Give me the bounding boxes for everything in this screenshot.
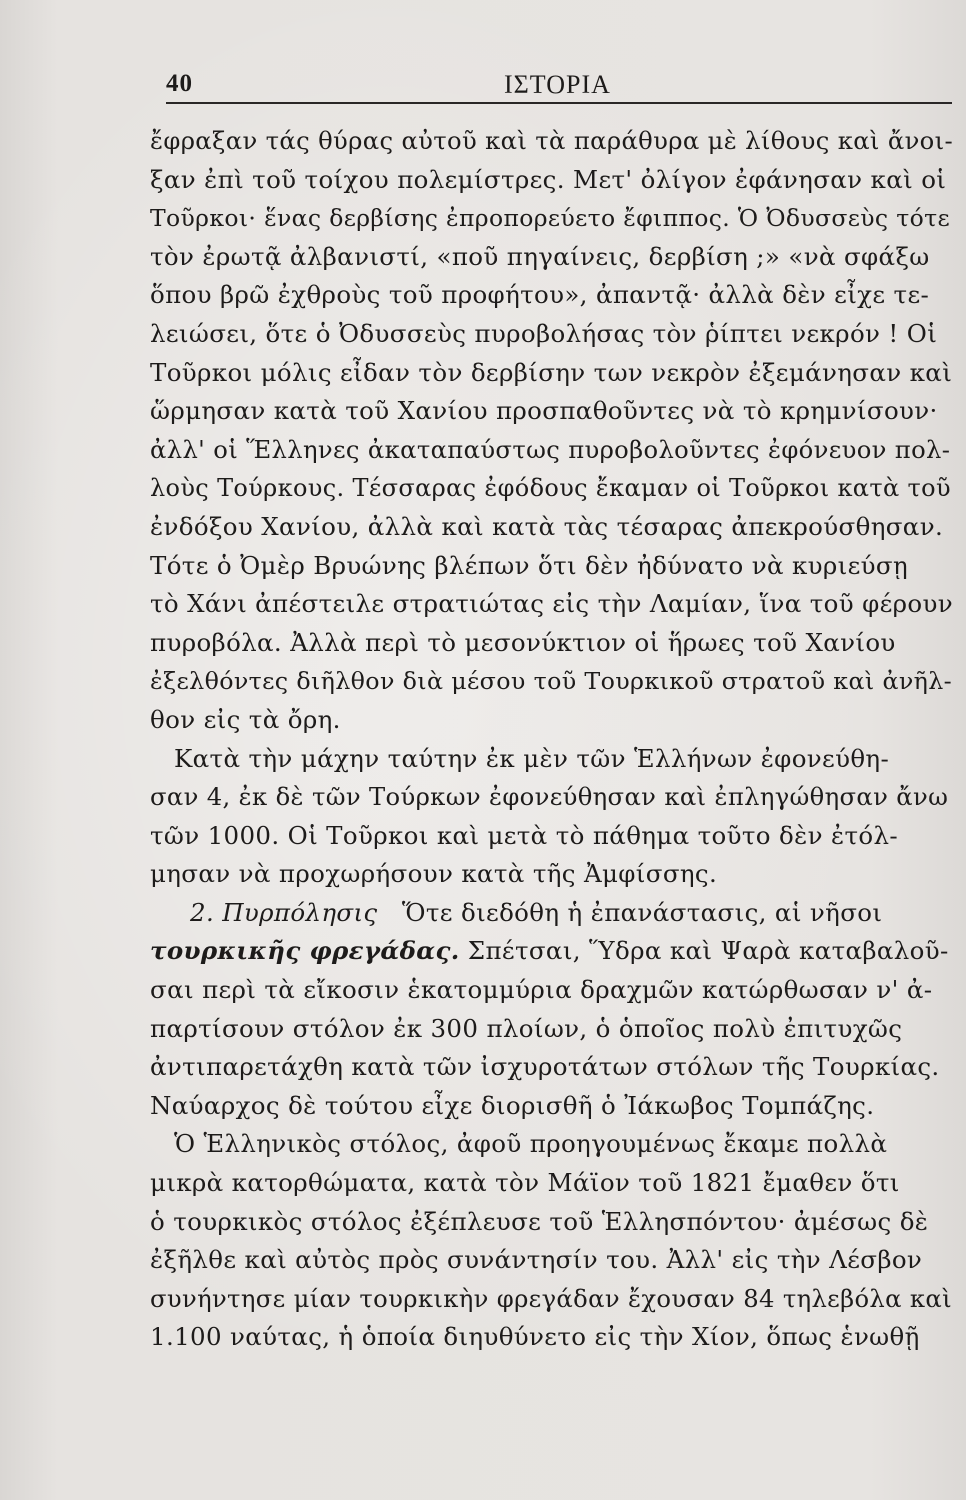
text-line: ἐξελθόντες διῆλθον διὰ μέσου τοῦ Τουρκικοῦ στρατοῦ καὶ ἀνῆλ- xyxy=(150,667,952,696)
text-line: ἀντιπαρετάχθη κατὰ τῶν ἰσχυροτάτων στόλων τῆς Τουρκίας. xyxy=(150,1052,940,1082)
text-line: Τότε ὁ Ὀμὲρ Βρυώνης βλέπων ὅτι δὲν ἠδύνατο νὰ κυριεύσῃ xyxy=(150,550,908,580)
text-line: τῶν 1000. Οἱ Τοῦρκοι καὶ μετὰ τὸ πάθημα τοῦτο δὲν ἐτόλ- xyxy=(150,820,899,850)
text-line: ἐνδόξου Χανίου, ἀλλὰ καὶ κατὰ τὰς τέσαρας ἀπεκρούσθησαν. xyxy=(150,511,944,541)
text-line: ὥρμησαν κατὰ τοῦ Χανίου προσπαθοῦντες νὰ τὸ κρημνίσουν· xyxy=(150,396,938,426)
section-number: 2. xyxy=(190,897,215,927)
text-line: ξαν ἐπὶ τοῦ τοίχου πολεμίστρες. Μετ' ὀλίγον ἐφάνησαν καὶ οἱ xyxy=(150,164,947,194)
text-line: σαν 4, ἐκ δὲ τῶν Τούρκων ἐφονεύθησαν καὶ ἐπληγώθησαν ἄνω xyxy=(150,782,949,812)
text-line: πυροβόλα. Ἀλλὰ περὶ τὸ μεσονύκτιον οἱ ἥρωες τοῦ Χανίου xyxy=(150,627,896,657)
page-number: 40 xyxy=(166,70,193,97)
text-line: ἐξῆλθε καὶ αὐτὸς πρὸς συνάντησίν του. Ἀλλ' εἰς τὴν Λέσβον xyxy=(150,1245,923,1275)
text-line: Κατὰ τὴν μάχην ταύτην ἐκ μὲν τῶν Ἑλλήνων ἐφονεύθη- xyxy=(174,743,890,773)
text-line: σαι περὶ τὰ εἴκοσιν ἑκατομμύρια δραχμῶν κατώρθωσαν ν' ἀ- xyxy=(150,975,933,1005)
text-line: τὸν ἐρωτᾷ ἀλβανιστί, «ποῦ πηγαίνεις, δερβίση ;» «νὰ σφάξω xyxy=(150,241,930,271)
running-title: ΙΣΤΟΡΙΑ xyxy=(504,70,611,99)
section-heading-line xyxy=(150,894,954,933)
section-text: Σπέτσαι, Ὕδρα καὶ Ψαρὰ καταβαλοῦ- xyxy=(467,936,949,966)
text-line: ἔφραξαν τάς θύρας αὐτοῦ καὶ τὰ παράθυρα μὲ λίθους καὶ ἄνοι- xyxy=(150,126,954,155)
section-text: Ὅτε διεδόθη ἡ ἐπανάστασις, αἱ νῆσοι xyxy=(401,897,883,927)
section-heading-line-2 xyxy=(150,932,954,971)
text-line: λοὺς Τούρκους. Τέσσαρας ἐφόδους ἔκαμαν οἱ Τοῦρκοι κατὰ τοῦ xyxy=(150,474,951,503)
text-line: ὁ τουρκικὸς στόλος ἐξέπλευσε τοῦ Ἑλλησπόντου· ἀμέσως δὲ xyxy=(150,1206,929,1236)
section-title: Πυρπόλησις xyxy=(222,897,378,927)
text-line: συνήντησε μίαν τουρκικὴν φρεγάδαν ἔχουσαν 84 τηλεβόλα καὶ xyxy=(150,1283,953,1313)
page-header xyxy=(166,66,952,108)
text-line: Ναύαρχος δὲ τούτου εἶχε διορισθῆ ὁ Ἰάκωβος Τομπάζης. xyxy=(150,1090,875,1120)
section-title-cont: τουρκικῆς φρεγάδας. xyxy=(150,936,460,966)
body-text xyxy=(150,122,954,1357)
text-line: θον εἰς τὰ ὄρη. xyxy=(150,704,341,734)
text-line: παρτίσουν στόλον ἐκ 300 πλοίων, ὁ ὁποῖος πολὺ ἐπιτυχῶς xyxy=(150,1013,903,1043)
text-line: ὅπου βρῶ ἐχθροὺς τοῦ προφήτου», ἀπαντᾷ· ἀλλὰ δὲν εἶχε τε- xyxy=(150,280,930,310)
text-line: ἀλλ' οἱ Ἕλληνες ἀκαταπαύστως πυροβολοῦντες ἐφόνευον πολ- xyxy=(150,434,951,464)
text-line: μησαν νὰ προχωρήσουν κατὰ τῆς Ἀμφίσσης. xyxy=(150,859,718,889)
text-line: Τοῦρκοι· ἕνας δερβίσης ἐπροπορεύετο ἔφιππος. Ὁ Ὀδυσσεὺς τότε xyxy=(150,204,950,233)
text-line: μικρὰ κατορθώματα, κατὰ τὸν Μάϊον τοῦ 1821 ἔμαθεν ὅτι xyxy=(150,1168,900,1198)
text-line: 1.100 ναύτας, ἡ ὁποία διηυθύνετο εἰς τὴν Χίον, ὅπως ἑνωθῇ xyxy=(150,1322,920,1352)
text-line: λειώσει, ὅτε ὁ Ὀδυσσεὺς πυροβολήσας τὸν ῥίπτει νεκρόν ! Οἱ xyxy=(150,318,938,348)
text-line: τὸ Χάνι ἀπέστειλε στρατιώτας εἰς τὴν Λαμίαν, ἵνα τοῦ φέρουν xyxy=(150,589,954,619)
text-line: Τοῦρκοι μόλις εἶδαν τὸν δερβίσην των νεκρὸν ἐξεμάνησαν καὶ xyxy=(150,357,953,387)
text-line: Ὁ Ἑλληνικὸς στόλος, ἀφοῦ προηγουμένως ἔκαμε πολλὰ xyxy=(174,1129,888,1159)
header-rule xyxy=(166,102,952,104)
